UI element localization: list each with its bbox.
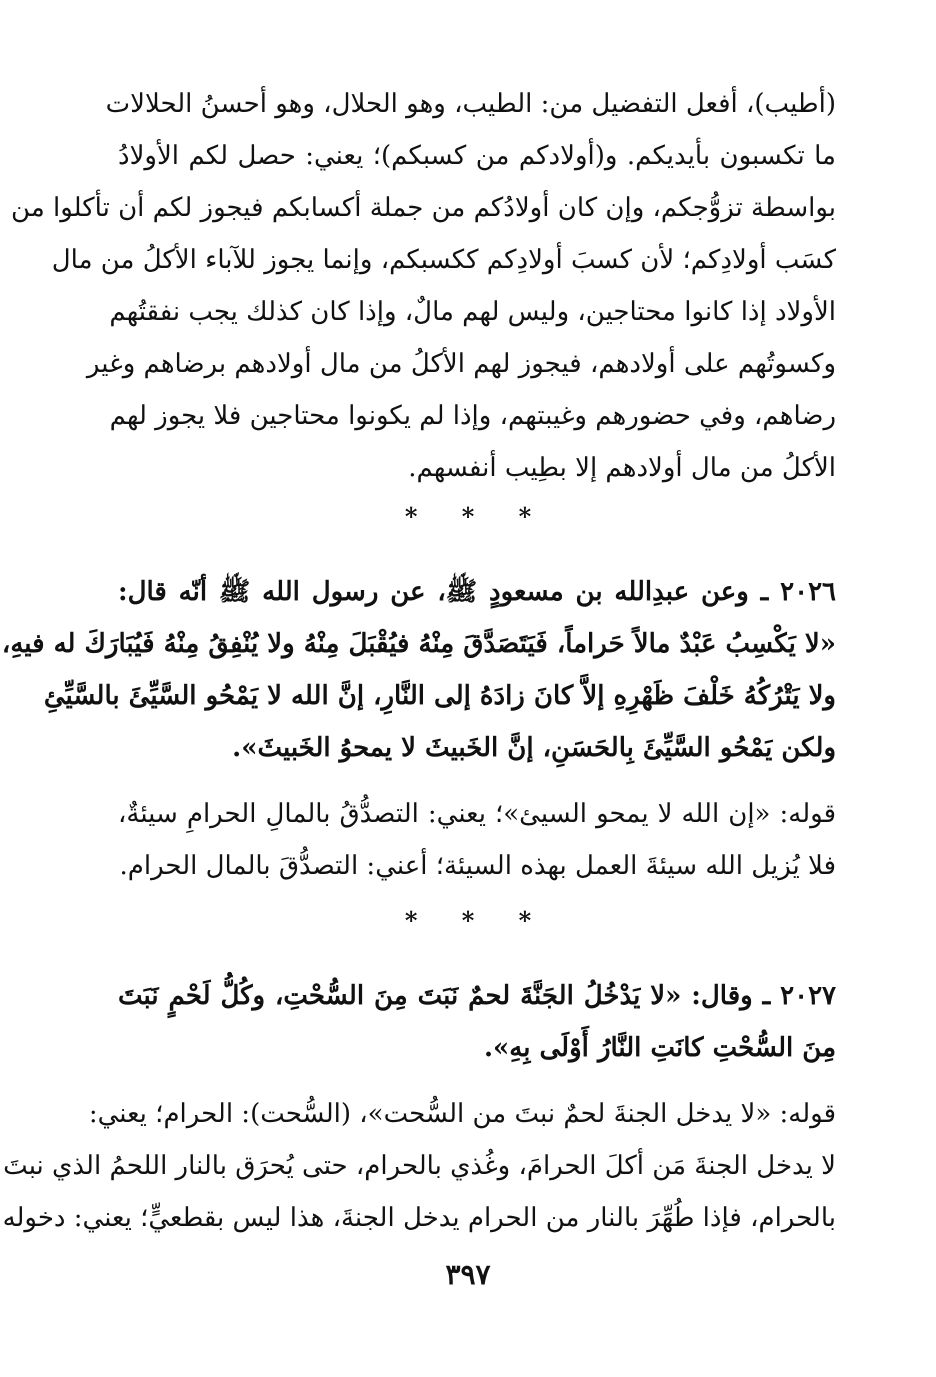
section-separator: * * * — [404, 502, 550, 531]
text-line: الأولاد إذا كانوا محتاجين، وليس لهم مالٌ، وإذا كان كذلك يجب نفقتُهم — [109, 297, 836, 327]
hadith-2026 — [1, 566, 836, 774]
text-line: رضاهم، وفي حضورهم وغيبتهم، وإذا لم يكونوا محتاجين فلا يجوز لهم — [109, 401, 836, 431]
hadith-line: ٢٠٢٧ ـ وقال: «لا يَدْخُلُ الجَنَّةَ لحمٌ نَبَتَ مِنَ السُّحْتِ، وكُلُّ لَحْمٍ نَبَتَ — [118, 981, 836, 1011]
hadith-line: «لا يَكْسِبُ عَبْدٌ مالاً حَراماً، فَيَتَصَدَّقَ مِنْهُ فيُقْبَلَ مِنْهُ ولا يُنْفِقُ مِنْهُ فَيُبَارَكَ له فيهِ، — [1, 629, 836, 659]
paragraph-explanation — [11, 78, 836, 494]
section-separator: * * * — [404, 906, 550, 935]
hadith-line: مِنَ السُّحْتِ كانَتِ النَّارُ أَوْلَى بِهِ». — [483, 1033, 836, 1063]
hadith-line: ٢٠٢٦ ـ وعن عبدِالله بن مسعودٍ ﷺ، عن رسول الله ﷺ أنّه قال: — [118, 577, 836, 607]
text-line: بواسطة تزوُّجكم، وإن كان أولادُكم من جملة أكسابكم فيجوز لكم أن تأكلوا من — [11, 193, 836, 223]
text-line: كسَب أولادِكم؛ لأن كسبَ أولادِكم ككسبكم، وإنما يجوز للآباء الأكلُ من مال — [51, 245, 836, 275]
commentary-2027 — [2, 1088, 836, 1244]
text-line: الأكلُ من مال أولادهم إلا بطِيب أنفسهم. — [408, 453, 836, 483]
commentary-2026 — [118, 788, 836, 892]
text-line: فلا يُزيل الله سيئةَ العمل بهذه السيئة؛ أعني: التصدُّقَ بالمال الحرام. — [119, 851, 836, 881]
page-number: ٣٩٧ — [445, 1258, 491, 1291]
text-line: وكسوتُهم على أولادهم، فيجوز لهم الأكلُ من مال أولادهم برضاهم وغير — [86, 349, 836, 379]
hadith-2027 — [118, 970, 836, 1074]
text-line: قوله: «إن الله لا يمحو السيئ»؛ يعني: التصدُّقُ بالمالِ الحرامِ سيئةٌ، — [118, 799, 836, 829]
text-line: لا يدخل الجنةَ مَن أكلَ الحرامَ، وغُذي بالحرام، حتى يُحرَق بالنار اللحمُ الذي نبتَ — [3, 1151, 836, 1181]
text-line: ما تكسبون بأيديكم. و(أولادكم من كسبكم)؛ يعني: حصل لكم الأولادُ — [118, 141, 836, 171]
hadith-line: ولكن يَمْحُو السَّيِّئَ بِالحَسَنِ، إنَّ الخَبيثَ لا يمحوُ الخَبيثَ». — [232, 733, 836, 763]
page-body — [1, 78, 836, 1244]
text-line: (أطيب)، أفعل التفضيل من: الطيب، وهو الحلال، وهو أحسنُ الحلالات — [105, 89, 836, 119]
text-line: قوله: «لا يدخل الجنةَ لحمٌ نبتَ من السُّحت»، (السُّحت): الحرام؛ يعني: — [88, 1099, 836, 1129]
hadith-line: ولا يَتْرُكُهُ خَلْفَ ظَهْرِهِ إلاَّ كانَ زادَهُ إلى النَّارِ، إنَّ الله لا يَمْحُو السَّيِّئَ بالسَّيِّئِ — [43, 681, 836, 711]
text-line: بالحرام، فإذا طُهِّرَ بالنار من الحرام يدخل الجنةَ، هذا ليس بقطعيٍّ؛ يعني: دخوله — [2, 1203, 836, 1233]
